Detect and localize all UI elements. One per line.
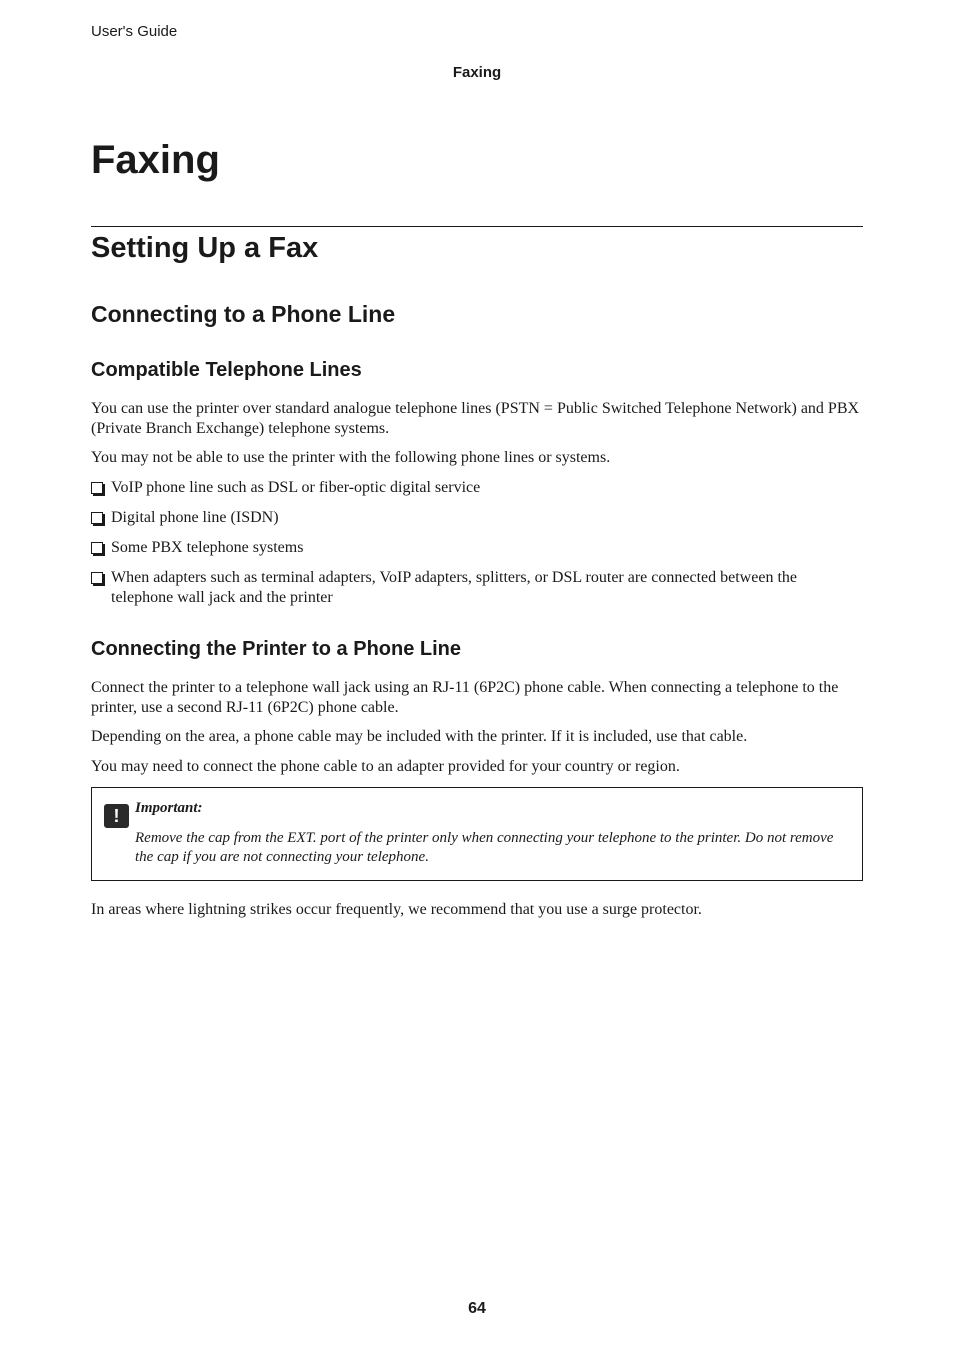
connecting-paragraph-3: You may need to connect the phone cable to an adapter provided for your country or region.	[91, 758, 680, 775]
list-item	[91, 478, 863, 498]
list-item-text: Some PBX telephone systems	[111, 539, 304, 556]
compatible-paragraph-2: You may not be able to use the printer with the following phone lines or systems.	[91, 449, 611, 466]
connecting-paragraph-2: Depending on the area, a phone cable may be included with the printer. If it is included, use that cable.	[91, 728, 748, 745]
checkbox-bullet-icon	[91, 572, 103, 584]
compatible-paragraph-1: You can use the printer over standard analogue telephone lines (PSTN = Public Switched Telephone Network) and PBX (Private Branch Exchange) telephone systems.	[91, 400, 860, 437]
incompatible-lines-list	[91, 478, 863, 608]
title-divider	[91, 226, 863, 227]
checkbox-bullet-icon	[91, 542, 103, 554]
checkbox-bullet-icon	[91, 512, 103, 524]
list-item	[91, 538, 863, 558]
running-header: User's Guide	[91, 23, 178, 40]
page-number: 64	[468, 1300, 486, 1317]
compatible-lines-heading: Compatible Telephone Lines	[91, 359, 362, 381]
subsection-title: Connecting to a Phone Line	[91, 301, 396, 327]
connecting-paragraph-1: Connect the printer to a telephone wall jack using an RJ-11 (6P2C) phone cable. When connecting a telephone to the printer, use a second RJ-11 (6P2C) phone cable.	[91, 679, 839, 716]
connecting-printer-heading: Connecting the Printer to a Phone Line	[91, 638, 462, 660]
checkbox-bullet-icon	[91, 482, 103, 494]
section-header: Faxing	[452, 64, 502, 81]
list-item-text: When adapters such as terminal adapters, VoIP adapters, splitters, or DSL router are connected between the telephone wall jack and the printer	[111, 569, 797, 606]
closing-paragraph: In areas where lightning strikes occur frequently, we recommend that you use a surge protector.	[91, 901, 702, 918]
important-body: Remove the cap from the EXT. port of the printer only when connecting your telephone to the printer. Do not remove the cap if you are not connecting your telephone.	[135, 830, 834, 865]
chapter-title: Faxing	[91, 138, 220, 182]
list-item-text: VoIP phone line such as DSL or fiber-optic digital service	[111, 479, 481, 496]
exclamation-icon: !	[104, 804, 129, 828]
important-title: Important:	[135, 800, 203, 816]
list-item-text: Digital phone line (ISDN)	[111, 509, 279, 526]
section-title: Setting Up a Fax	[91, 232, 319, 264]
important-callout	[91, 787, 863, 881]
list-item	[91, 568, 863, 608]
list-item	[91, 508, 863, 528]
